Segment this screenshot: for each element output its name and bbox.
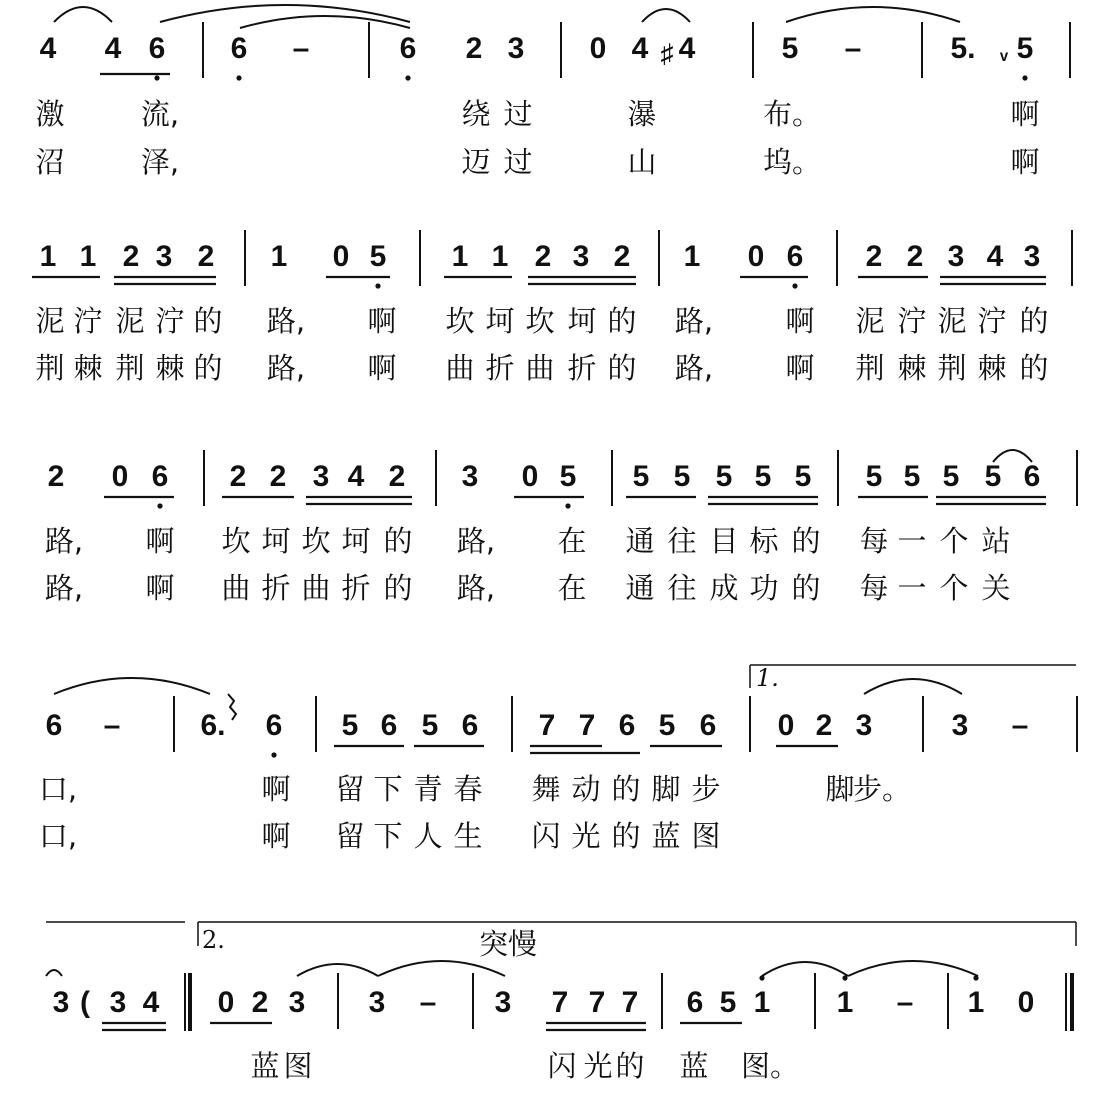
lyric-verse-1: 步 <box>691 772 721 806</box>
note: 3 <box>947 240 965 273</box>
note: 6 <box>265 709 283 742</box>
note: 4 <box>631 32 649 65</box>
lyric-verse-1: 的 <box>1019 304 1049 338</box>
note: 0 <box>111 460 129 493</box>
lyric-verse-2: 折 <box>261 571 291 605</box>
lyric-verse-2: 下 <box>373 819 403 853</box>
lyric-verse-1: 坎 <box>221 524 251 558</box>
note: 7 <box>621 986 639 1019</box>
lyric-verse-1: 通 <box>625 524 655 558</box>
lyric-verse-2: 山 <box>627 145 657 179</box>
note: 6 <box>399 32 417 65</box>
sustain-dash: – <box>896 986 914 1019</box>
lyric-verse-2: 啊 <box>261 819 291 853</box>
lyric-verse-2: 折 <box>567 351 597 385</box>
note: 3 <box>951 709 969 742</box>
lyric-verse-1: 舞 <box>531 772 561 806</box>
lyric-verse-2: 的 <box>1019 351 1049 385</box>
lyric-verse-1: 往 <box>667 524 697 558</box>
lyric-verse-2: 的 <box>611 819 641 853</box>
lyric-verse-1: 脚 <box>651 772 681 806</box>
lyric-verse-1: 路, <box>266 304 306 338</box>
lyric-verse-1: 动 <box>571 772 601 806</box>
lyric-verse-1: 泥 <box>855 304 885 338</box>
lyric-verse-1: 过 <box>503 97 533 131</box>
octave-dot <box>1022 75 1027 80</box>
tie-arc <box>54 678 210 694</box>
lyric-verse-2: 啊 <box>1010 145 1040 179</box>
lyric-verse-1: 啊 <box>367 304 397 338</box>
lyric-verse-2: 一 <box>897 571 927 605</box>
note: 2 <box>613 240 631 273</box>
note: 6 <box>686 986 704 1019</box>
note: 5 <box>341 709 359 742</box>
note: 3 <box>155 240 173 273</box>
note: 5 <box>781 32 799 65</box>
tie-arc <box>762 962 848 976</box>
lyric-verse-1: 坎 <box>301 524 331 558</box>
note: 3 <box>52 986 70 1019</box>
lyric-verse-1: 下 <box>373 772 403 806</box>
lyric-verse-1: 蓝 <box>679 1049 709 1083</box>
lyric-verse-1: 的 <box>607 304 637 338</box>
lyric-verse-2: 通 <box>625 571 655 605</box>
lyric-verse-2: 曲 <box>301 571 331 605</box>
note: 5 <box>658 709 676 742</box>
note: 2 <box>122 240 140 273</box>
lyric-verse-2: 图 <box>691 819 721 853</box>
note: 1 <box>39 240 57 273</box>
sustain-dash: – <box>103 709 121 742</box>
note: 1 <box>270 240 288 273</box>
lyric-verse-1: 啊 <box>1010 97 1040 131</box>
note: 0 <box>217 986 235 1019</box>
octave-dot <box>157 503 162 508</box>
octave-dot <box>271 752 276 757</box>
lyric-verse-2: 折 <box>485 351 515 385</box>
note: 6 <box>699 709 717 742</box>
note: 3 <box>461 460 479 493</box>
note: 0 <box>1017 986 1035 1019</box>
note: 0 <box>332 240 350 273</box>
note: 4 <box>678 32 696 65</box>
octave-dot <box>565 503 570 508</box>
note: 5 <box>903 460 921 493</box>
lyric-verse-2: 曲 <box>445 351 475 385</box>
note: 2 <box>815 709 833 742</box>
octave-dot <box>375 283 380 288</box>
note: 7 <box>551 986 569 1019</box>
lyric-verse-2: 往 <box>667 571 697 605</box>
octave-dot <box>405 75 410 80</box>
note: 1 <box>967 986 985 1019</box>
tempo-marking: 突慢 <box>478 927 538 961</box>
lyric-verse-1: 泞 <box>155 304 185 338</box>
lyric-verse-1: 路, <box>44 524 84 558</box>
lyric-verse-1: 的 <box>193 304 223 338</box>
note: 2 <box>197 240 215 273</box>
lyric-verse-2: 生 <box>453 819 483 853</box>
lyric-verse-2: 曲 <box>525 351 555 385</box>
octave-dot <box>154 75 159 80</box>
note: 2 <box>906 240 924 273</box>
lyric-verse-2: 啊 <box>785 351 815 385</box>
lyric-verse-2: 成 <box>709 571 739 605</box>
note: 2 <box>865 240 883 273</box>
lyric-verse-1: 坷 <box>341 524 371 558</box>
lyric-verse-2: 泽, <box>140 145 180 179</box>
lyric-verse-2: 荆 <box>937 351 967 385</box>
note: 4 <box>104 32 122 65</box>
octave-dot <box>236 75 241 80</box>
lyric-verse-1: 路, <box>674 304 714 338</box>
slur-arc <box>240 16 410 28</box>
lyric-verse-2: 棘 <box>897 351 927 385</box>
lyric-verse-2: 棘 <box>977 351 1007 385</box>
lyric-verse-2: 路, <box>456 571 496 605</box>
lyric-verse-1: 坎 <box>525 304 555 338</box>
note: 2 <box>229 460 247 493</box>
sustain-dash: – <box>844 32 862 65</box>
note: 5 <box>794 460 812 493</box>
lyric-verse-1: 的 <box>791 524 821 558</box>
lyric-verse-1: 步。 <box>852 772 912 806</box>
lyric-verse-1: 啊 <box>785 304 815 338</box>
lyric-verse-2: 功 <box>749 571 779 605</box>
note: 3 <box>312 460 330 493</box>
lyric-verse-2: 荆 <box>115 351 145 385</box>
note: 5 <box>559 460 577 493</box>
note: 5 <box>984 460 1002 493</box>
note: 3 <box>368 986 386 1019</box>
lyric-verse-2: 闪 <box>531 819 561 853</box>
lyric-verse-1: 坷 <box>485 304 515 338</box>
lyric-verse-2: 蓝 <box>651 819 681 853</box>
octave-dot <box>759 975 764 980</box>
lyric-verse-2: 路, <box>44 571 84 605</box>
lyric-verse-1: 青 <box>413 772 443 806</box>
note: 4 <box>347 460 365 493</box>
lyric-verse-2: 关 <box>981 571 1011 605</box>
note: 4 <box>39 32 57 65</box>
note: 6 <box>1023 460 1041 493</box>
note: 5 <box>421 709 439 742</box>
lyric-verse-1: 坎 <box>445 304 475 338</box>
lyric-verse-2: 光 <box>571 819 601 853</box>
note: 2 <box>534 240 552 273</box>
note: 5 <box>719 986 737 1019</box>
lyric-verse-2: 每 <box>859 571 889 605</box>
lyric-verse-1: 春 <box>453 772 483 806</box>
note: 1 <box>836 986 854 1019</box>
note: 6 <box>230 32 248 65</box>
lyric-verse-1: 留 <box>335 772 365 806</box>
note: 3 <box>288 986 306 1019</box>
note: 5 <box>673 460 691 493</box>
note: 1 <box>451 240 469 273</box>
lyric-verse-1: 图 <box>283 1049 313 1083</box>
note: 6 <box>618 709 636 742</box>
note: 6 <box>380 709 398 742</box>
paren: ( <box>80 986 90 1019</box>
lyric-verse-1: 脚 <box>825 772 855 806</box>
note: 6. <box>200 709 226 742</box>
lyric-verse-2: 的 <box>193 351 223 385</box>
lyric-verse-1: 泥 <box>115 304 145 338</box>
note: 3 <box>109 986 127 1019</box>
lyric-verse-2: 啊 <box>145 571 175 605</box>
tie-arc <box>848 961 978 976</box>
lyric-verse-1: 激 <box>35 97 65 131</box>
breath-mark: ᵛ <box>999 46 1009 71</box>
note: 0 <box>777 709 795 742</box>
note: 6 <box>786 240 804 273</box>
lyric-verse-1: 站 <box>981 524 1011 558</box>
lyric-verse-1: 蓝 <box>250 1049 280 1083</box>
note: 2 <box>251 986 269 1019</box>
note: 5 <box>632 460 650 493</box>
note: 3 <box>507 32 525 65</box>
lyric-verse-1: 的 <box>383 524 413 558</box>
slur-arc <box>642 9 690 22</box>
tie-arc <box>786 7 960 22</box>
note: 4 <box>986 240 1004 273</box>
volta-1-label: 1. <box>756 664 779 692</box>
sustain-dash: – <box>419 986 437 1019</box>
lyric-verse-2: 曲 <box>221 571 251 605</box>
note: 5. <box>950 32 976 65</box>
note: 1 <box>683 240 701 273</box>
lyric-verse-2: 的 <box>791 571 821 605</box>
note: 5 <box>1016 32 1034 65</box>
note: 1 <box>753 986 771 1019</box>
lyric-verse-2: 啊 <box>367 351 397 385</box>
tie-arc <box>54 7 112 22</box>
note: 7 <box>538 709 556 742</box>
note: 5 <box>865 460 883 493</box>
lyric-verse-1: 光 <box>583 1049 613 1083</box>
lyric-verse-1: 一 <box>897 524 927 558</box>
lyric-verse-1: 泞 <box>897 304 927 338</box>
lyric-verse-2: 荆 <box>35 351 65 385</box>
lyric-verse-1: 坷 <box>567 304 597 338</box>
note: 2 <box>269 460 287 493</box>
tie-arc <box>378 961 505 976</box>
note: 5 <box>715 460 733 493</box>
lyric-verse-1: 的 <box>611 772 641 806</box>
note: 7 <box>578 709 596 742</box>
tie-arc <box>864 679 962 694</box>
lyric-verse-2: 棘 <box>155 351 185 385</box>
lyric-verse-1: 的 <box>615 1049 645 1083</box>
note: 2 <box>388 460 406 493</box>
lyric-verse-1: 个 <box>939 524 969 558</box>
note: 5 <box>754 460 772 493</box>
volta-2-label: 2. <box>202 926 225 954</box>
octave-dot <box>792 283 797 288</box>
lyric-verse-2: 路, <box>674 351 714 385</box>
note: 4 <box>142 986 160 1019</box>
lyric-verse-1: 路, <box>456 524 496 558</box>
lyric-verse-1: 泞 <box>977 304 1007 338</box>
lyric-verse-1: 泞 <box>73 304 103 338</box>
lyric-verse-1: 目 <box>709 524 739 558</box>
lyric-verse-1: 每 <box>859 524 889 558</box>
lyric-verse-1: 布。 <box>762 97 822 131</box>
note: 1 <box>491 240 509 273</box>
lyric-verse-1: 在 <box>557 524 587 558</box>
note: 2 <box>47 460 65 493</box>
lyric-verse-1: 图。 <box>740 1049 800 1083</box>
glissando-mark <box>228 694 236 720</box>
lyric-verse-2: 路, <box>266 351 306 385</box>
note: 3 <box>855 709 873 742</box>
lyric-verse-1: 绕 <box>461 97 491 131</box>
lyric-verse-1: 啊 <box>145 524 175 558</box>
lyric-verse-2: 人 <box>413 819 443 853</box>
note: 6 <box>148 32 166 65</box>
lyric-verse-2: 留 <box>335 819 365 853</box>
note: 0 <box>589 32 607 65</box>
note: 6 <box>151 460 169 493</box>
lyric-verse-2: 坞。 <box>762 145 822 179</box>
lyric-verse-2: 个 <box>939 571 969 605</box>
note: 2 <box>465 32 483 65</box>
lyric-verse-1: 标 <box>749 524 779 558</box>
note: 1 <box>79 240 97 273</box>
sharp-sign: ♯ <box>660 38 674 68</box>
lyric-verse-1: 闪 <box>547 1049 577 1083</box>
note: 3 <box>494 986 512 1019</box>
lyric-verse-2: 过 <box>503 145 533 179</box>
lyric-verse-1: 泥 <box>937 304 967 338</box>
lyric-verse-2: 口, <box>38 819 78 853</box>
note: 7 <box>588 986 606 1019</box>
lyric-verse-2: 的 <box>383 571 413 605</box>
lyric-verse-1: 泥 <box>35 304 65 338</box>
lyric-verse-1: 口, <box>38 772 78 806</box>
note: 5 <box>369 240 387 273</box>
note: 6 <box>45 709 63 742</box>
lyric-verse-2: 折 <box>341 571 371 605</box>
lyric-verse-2: 迈 <box>461 145 491 179</box>
lyric-verse-1: 坷 <box>261 524 291 558</box>
lyric-verse-2: 棘 <box>73 351 103 385</box>
note: 5 <box>942 460 960 493</box>
lyric-verse-2: 在 <box>557 571 587 605</box>
note: 3 <box>1023 240 1041 273</box>
sustain-dash: – <box>292 32 310 65</box>
lyric-verse-1: 流, <box>140 97 180 131</box>
note: 3 <box>572 240 590 273</box>
sustain-dash: – <box>1011 709 1029 742</box>
note: 0 <box>747 240 765 273</box>
note: 0 <box>521 460 539 493</box>
note: 6 <box>461 709 479 742</box>
lyric-verse-2: 沼 <box>35 145 65 179</box>
lyric-verse-2: 荆 <box>855 351 885 385</box>
tie-arc <box>46 970 62 976</box>
lyric-verse-2: 的 <box>607 351 637 385</box>
lyric-verse-1: 啊 <box>261 772 291 806</box>
lyric-verse-1: 瀑 <box>627 97 657 131</box>
